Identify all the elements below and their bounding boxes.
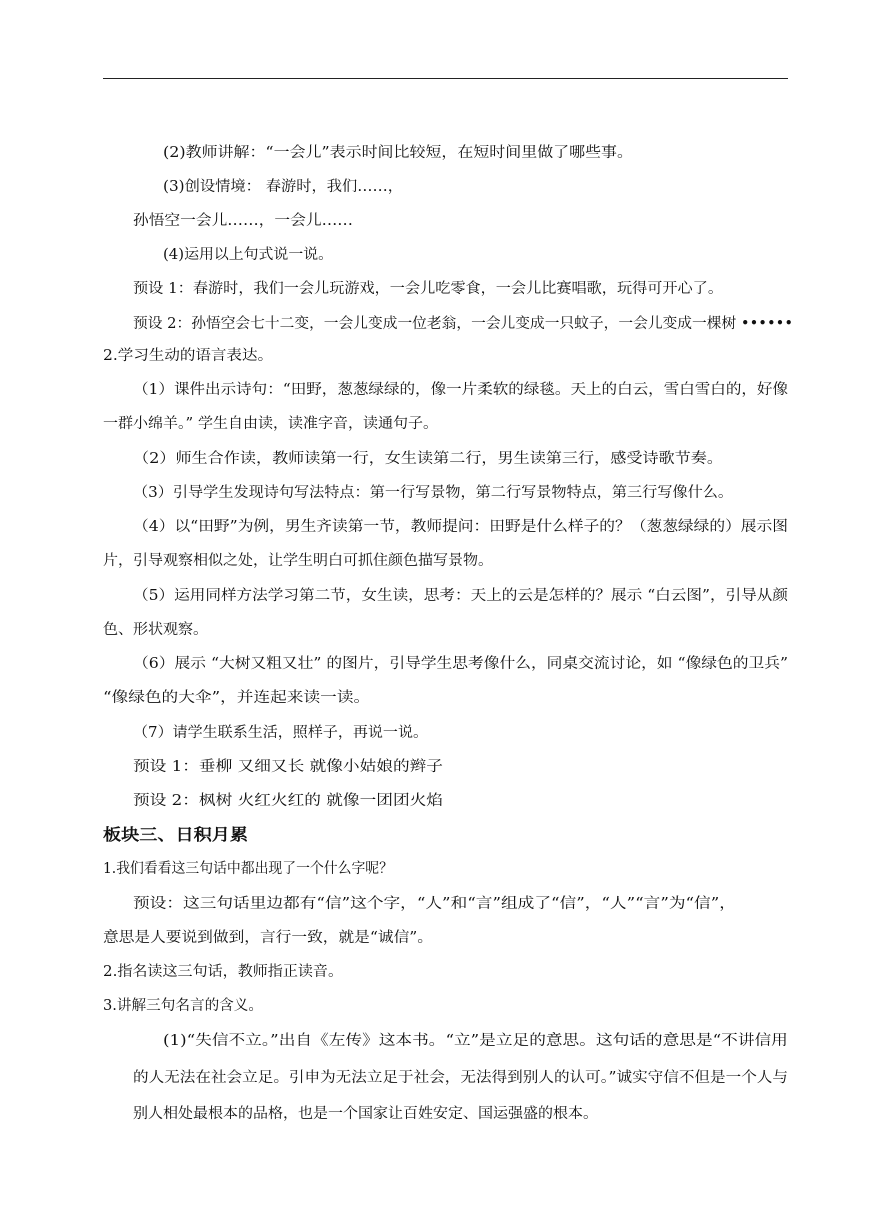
text-line: 色、形状观察。 bbox=[103, 622, 209, 638]
text-line: 一群小绵羊。” 学生自由读，读准字音，读通句子。 bbox=[103, 416, 438, 432]
text-line: 2.学习生动的语言表达。 bbox=[103, 348, 273, 364]
text-line: 3.讲解三句名言的含义。 bbox=[103, 998, 264, 1014]
text-line: 意思是人要说到做到，言行一致，就是“诚信”。 bbox=[103, 930, 434, 946]
text-line: 的人无法在社会立足。引申为无法立足于社会，无法得到别人的认可。”诚实守信不但是一个人与 bbox=[133, 1070, 788, 1086]
text-line: （6）展示 “大树又粗又壮” 的图片，引导学生思考像什么，同桌交流讨论，如 “像绿色的卫兵” bbox=[133, 656, 789, 672]
text-line: (1)“失信不立。”出自《左传》这本书。“立”是立足的意思。这句话的意思是“不讲信用 bbox=[163, 1033, 788, 1049]
text-line: 1.我们看看这三句话中都出现了一个什么字呢？ bbox=[103, 861, 393, 877]
text-line: （2）师生合作读，教师读第一行，女生读第二行，男生读第三行，感受诗歌节奏。 bbox=[133, 451, 723, 467]
text-line: (2)教师讲解：“一会儿”表示时间比较短，在短时间里做了哪些事。 bbox=[163, 145, 633, 161]
text-line: （4）以“田野”为例，男生齐读第一节，教师提问：田野是什么样子的？（葱葱绿绿的）展示图 bbox=[133, 519, 788, 535]
text-line: 预设：这三句话里边都有“信”这个字，“人”和“言”组成了“信”，“人”“言”为“信”， bbox=[133, 896, 736, 912]
text-line: 预设 1：垂柳 又细又长 就像小姑娘的辫子 bbox=[133, 759, 443, 775]
text-line: 别人相处最根本的品格，也是一个国家让百姓安定、国运强盛的根本。 bbox=[133, 1106, 599, 1122]
text-line: 预设 1：春游时，我们一会儿玩游戏，一会儿吃零食，一会儿比赛唱歌，玩得可开心了。 bbox=[133, 281, 723, 297]
text-line: （3）引导学生发现诗句写法特点：第一行写景物，第二行写景物特点，第三行写像什么。 bbox=[133, 485, 734, 501]
text-line: (4)运用以上句式说一说。 bbox=[163, 247, 334, 263]
text-line: 预设 2：枫树 火红火红的 就像一团团火焰 bbox=[133, 793, 443, 809]
text-line: 片，引导观察相似之处，让学生明白可抓住颜色描写景物。 bbox=[103, 553, 494, 569]
text-line: （5）运用同样方法学习第二节，女生读，思考：天上的云是怎样的？展示 “白云图”，引导从颜 bbox=[133, 588, 788, 604]
text-line: （7）请学生联系生活，照样子，再说一说。 bbox=[133, 725, 429, 741]
text-line: (3)创设情境： 春游时，我们……， bbox=[163, 179, 403, 195]
text-line: 2.指名读这三句话，教师指正读音。 bbox=[103, 964, 343, 980]
text-line: 预设 2：孙悟空会七十二变，一会儿变成一位老翁，一会儿变成一只蚊子，一会儿变成一棵树 •••••• bbox=[133, 316, 794, 332]
header-rule bbox=[103, 78, 788, 79]
text-line: 孙悟空一会儿……，一会儿…… bbox=[133, 213, 353, 229]
text-line: （1）课件出示诗句：“田野，葱葱绿绿的，像一片柔软的绿毯。天上的白云，雪白雪白的，好像 bbox=[133, 382, 789, 398]
section-heading: 板块三、日积月累 bbox=[103, 825, 249, 844]
text-line: “像绿色的大伞”，并连起来读一读。 bbox=[103, 690, 371, 706]
